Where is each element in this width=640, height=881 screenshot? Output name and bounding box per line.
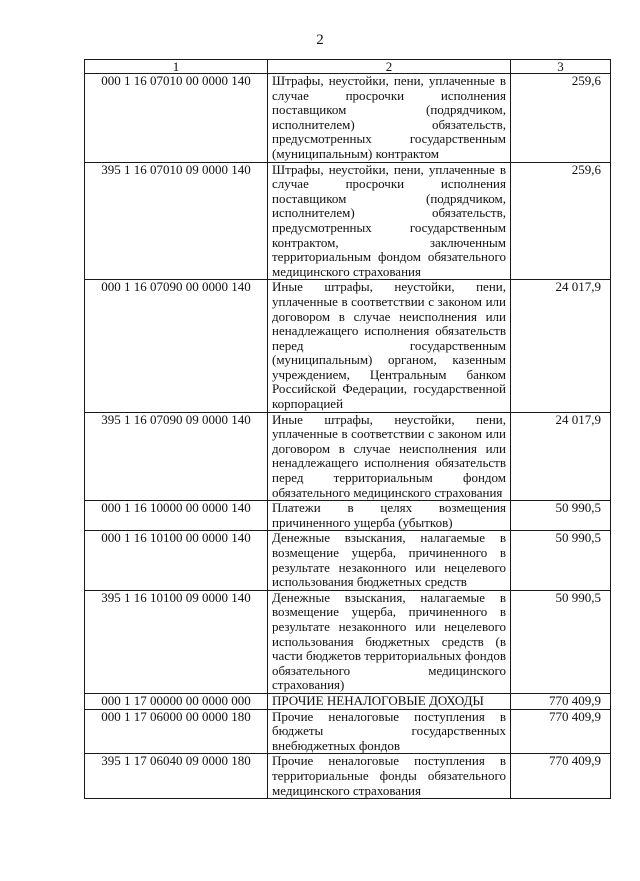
row-code: 395 1 16 07010 09 0000 140 — [85, 162, 268, 280]
table-row — [85, 531, 611, 590]
row-amount: 770 409,9 — [511, 693, 611, 709]
row-description: Штрафы, неустойки, пени, уплаченные в случае просрочки исполнения поставщиком (подрядчиком, исполнителем) обязательств, предусмотренных государственным контрактом, заключенным территориальным фондом обязательного медицинского страхования — [268, 162, 511, 280]
row-description: Прочие неналоговые поступления в бюджеты государственных внебюджетных фондов — [268, 709, 511, 754]
row-code: 000 1 17 06000 00 0000 180 — [85, 709, 268, 754]
row-amount: 24 017,9 — [511, 280, 611, 412]
row-code: 000 1 16 07010 00 0000 140 — [85, 74, 268, 163]
row-amount: 770 409,9 — [511, 754, 611, 799]
table-row — [85, 162, 611, 280]
row-description: ПРОЧИЕ НЕНАЛОГОВЫЕ ДОХОДЫ — [268, 693, 511, 709]
table-row — [85, 693, 611, 709]
row-amount: 50 990,5 — [511, 590, 611, 693]
table-row — [85, 709, 611, 754]
row-description: Прочие неналоговые поступления в территориальные фонды обязательного медицинского страхования — [268, 754, 511, 799]
header-row — [85, 60, 611, 74]
row-description: Платежи в целях возмещения причиненного ущерба (убытков) — [268, 501, 511, 531]
row-code: 395 1 16 07090 09 0000 140 — [85, 412, 268, 501]
row-amount: 50 990,5 — [511, 501, 611, 531]
row-description: Иные штрафы, неустойки, пени, уплаченные в соответствии с законом или договором в случае неисполнения или ненадлежащего исполнения обязательств перед территориальным фондом обязательного медицинского страхования — [268, 412, 511, 501]
row-amount: 24 017,9 — [511, 412, 611, 501]
row-description: Денежные взыскания, налагаемые в возмещение ущерба, причиненного в результате незаконного или нецелевого использования бюджетных средств — [268, 531, 511, 590]
row-amount: 770 409,9 — [511, 709, 611, 754]
column-header-code: 1 — [85, 60, 268, 74]
row-code: 000 1 16 10000 00 0000 140 — [85, 501, 268, 531]
table-row — [85, 280, 611, 412]
row-description: Иные штрафы, неустойки, пени, уплаченные в соответствии с законом или договором в случае неисполнения или ненадлежащего исполнения обязательств перед государственным (муниципальным) органом, казенным учреждением, Центральным банком Российской Федерации, государственной корпорацией — [268, 280, 511, 412]
table-row — [85, 501, 611, 531]
page-number: 2 — [316, 32, 324, 48]
revenue-table — [84, 59, 611, 799]
row-code: 000 1 17 00000 00 0000 000 — [85, 693, 268, 709]
table-row — [85, 754, 611, 799]
row-code: 395 1 17 06040 09 0000 180 — [85, 754, 268, 799]
row-description: Денежные взыскания, налагаемые в возмещение ущерба, причиненного в результате незаконного или нецелевого использования бюджетных средств (в части бюджетов территориальных фондов обязательного медицинского страхования) — [268, 590, 511, 693]
row-code: 000 1 16 10100 00 0000 140 — [85, 531, 268, 590]
row-amount: 259,6 — [511, 74, 611, 163]
row-description: Штрафы, неустойки, пени, уплаченные в случае просрочки исполнения поставщиком (подрядчиком, исполнителем) обязательств, предусмотренных государственным (муниципальным) контрактом — [268, 74, 511, 163]
row-code: 000 1 16 07090 00 0000 140 — [85, 280, 268, 412]
row-amount: 50 990,5 — [511, 531, 611, 590]
table-row — [85, 74, 611, 163]
row-amount: 259,6 — [511, 162, 611, 280]
row-code: 395 1 16 10100 09 0000 140 — [85, 590, 268, 693]
column-header-description: 2 — [268, 60, 511, 74]
table-row — [85, 412, 611, 501]
table-row — [85, 590, 611, 693]
column-header-amount: 3 — [511, 60, 611, 74]
